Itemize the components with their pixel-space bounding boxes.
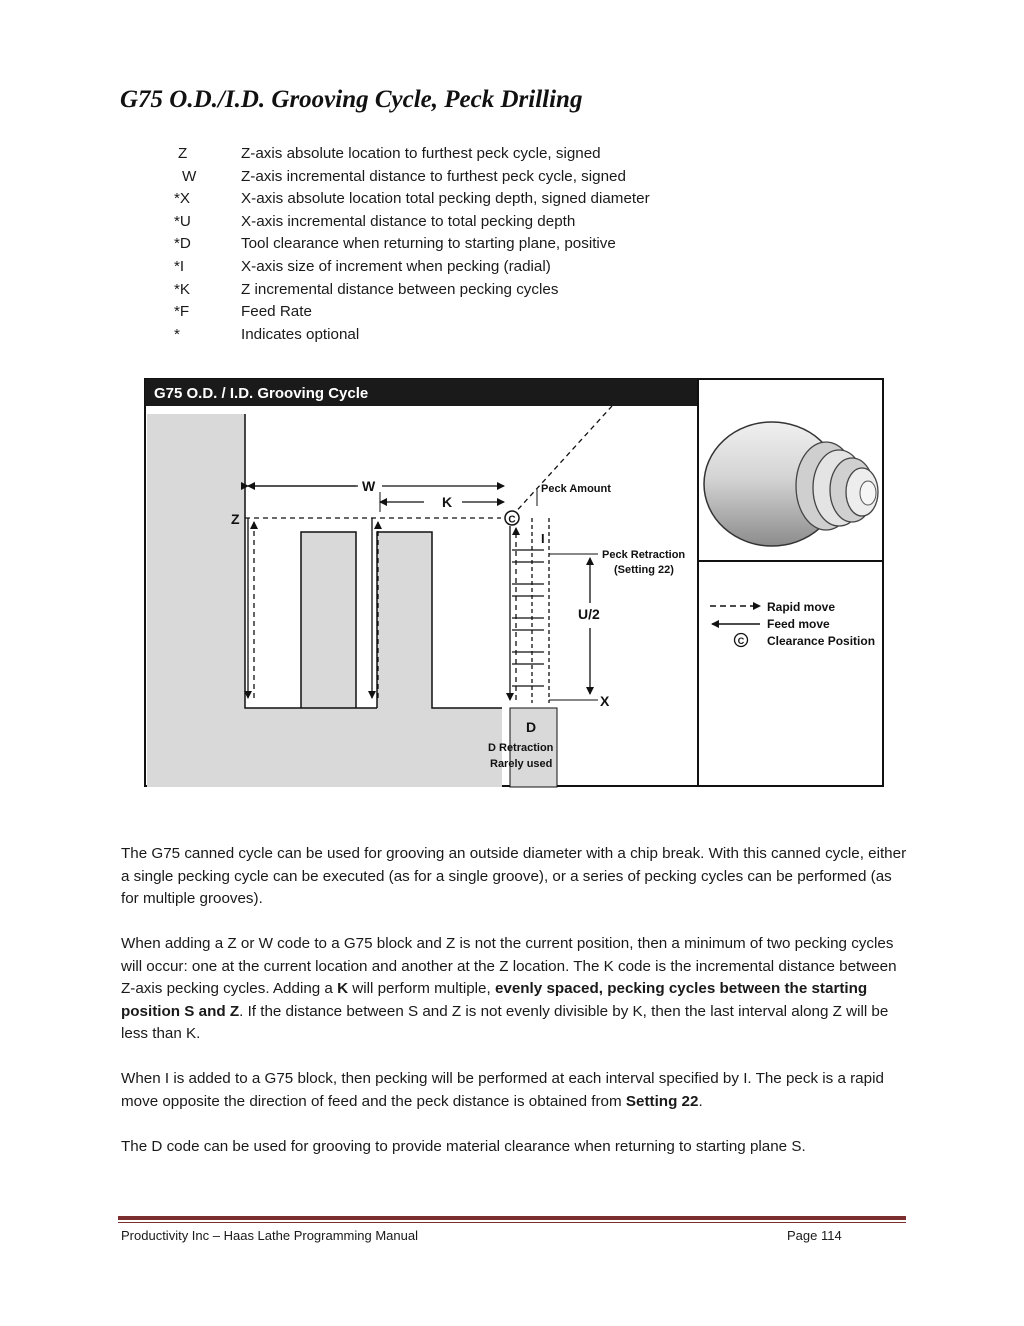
bold-text: evenly spaced, pecking cycles between the starting position S and Z (121, 980, 868, 1020)
label-peck-amount: Peck Amount (541, 483, 611, 495)
parameter-code: *I (174, 257, 185, 275)
parameter-row (170, 279, 790, 302)
paragraph-intro: The G75 canned cycle can be used for grooving an outside diameter with a chip break. With this canned cycle, either a single pecking cycle can be executed (as for a single groove), or a series of pecking cycles can be performed (as for multiple grooves). (121, 845, 907, 908)
paragraph-text: When I is added to a G75 block, then pecking will be performed at each interval specified by I. The peck is a rapid move opposite the direction of feed and the peck distance is obtained from (121, 1070, 884, 1110)
parameter-description: Z-axis absolute location to furthest peck cycle, signed (241, 145, 601, 162)
label-k: K (442, 494, 453, 510)
parameter-code: *F (174, 303, 190, 321)
bold-text: K (337, 980, 349, 998)
label-z: Z (231, 511, 240, 527)
parameter-description: X-axis incremental distance to total pecking depth (241, 212, 576, 230)
parameter-row (170, 188, 790, 211)
legend-rapid-label: Rapid move (767, 600, 836, 614)
diagram-header: G75 O.D. / I.D. Grooving Cycle (154, 385, 369, 402)
bold-text: Setting 22 (625, 1092, 699, 1110)
legend-clearance-label: Clearance Position (767, 634, 876, 648)
legend-clearance-symbol: C (737, 636, 745, 646)
parameter-row (170, 233, 790, 256)
workpiece-tooth (301, 532, 356, 708)
label-w: W (362, 478, 376, 494)
parameter-code: * (174, 325, 180, 343)
parameter-code: W (182, 167, 197, 185)
parameter-row (170, 211, 790, 234)
grooving-cycle-diagram (144, 378, 884, 788)
label-setting-22: (Setting 22) (614, 564, 674, 576)
paragraph-text: When adding a Z or W code to a G75 block and Z is not the current position, then a minimum of two pecking cycles will occur: one at the current location and another at the Z location. The K code is the incremental distance between Z-axis pecking cycles. Adding a (121, 935, 897, 998)
page-title: G75 O.D./I.D. Grooving Cycle, Peck Drilling (120, 86, 583, 113)
parameter-row (170, 166, 790, 189)
label-i: I (541, 531, 545, 546)
parameter-code: *U (174, 212, 191, 230)
label-d: D (526, 719, 537, 735)
footer-rule (118, 1216, 906, 1220)
paragraph-text: will perform multiple, (348, 980, 495, 998)
parameter-code: Z (178, 145, 188, 162)
parameter-row (170, 324, 790, 347)
page-number: Page 114 (787, 1228, 842, 1243)
parameter-row (170, 301, 790, 324)
label-x: X (600, 693, 610, 709)
parameter-row (170, 256, 790, 279)
parameter-description: X-axis size of increment when pecking (radial) (241, 257, 551, 275)
parameter-list (170, 143, 790, 346)
label-u2: U/2 (578, 606, 600, 622)
paragraph-d-code: The D code can be used for grooving to provide material clearance when returning to starting plane S. (121, 1138, 806, 1155)
parameter-code: *K (174, 280, 191, 298)
label-rarely-used: Rarely used (490, 758, 553, 770)
legend-feed-label: Feed move (767, 617, 830, 631)
paragraph-text: . (698, 1092, 703, 1110)
parameter-description: X-axis absolute location total pecking depth, signed diameter (241, 190, 650, 208)
parameter-code: *X (174, 190, 191, 208)
label-c: C (508, 514, 516, 526)
label-peck-retraction: Peck Retraction (602, 549, 686, 561)
parameter-description: Z-axis incremental distance to furthest peck cycle, signed (241, 167, 626, 185)
parameter-row (170, 143, 790, 166)
parameter-description: Indicates optional (241, 325, 360, 343)
footer-title: Productivity Inc – Haas Lathe Programming Manual (121, 1228, 418, 1243)
paragraph-text: . If the distance between S and Z is not evenly divisible by K, then the last interval along Z will be less than K. (121, 1002, 889, 1043)
paragraph-z-w-code (121, 933, 911, 1046)
parameter-description: Tool clearance when returning to starting plane, positive (241, 235, 616, 253)
parameter-code: *D (174, 235, 191, 253)
parameter-description: Feed Rate (241, 303, 312, 321)
label-d-retraction: D Retraction (488, 742, 554, 754)
paragraph-i-code (121, 1068, 911, 1113)
parameter-description: Z incremental distance between pecking cycles (241, 280, 559, 298)
diagram-svg (144, 378, 884, 788)
footer-rule-thin (118, 1222, 906, 1223)
